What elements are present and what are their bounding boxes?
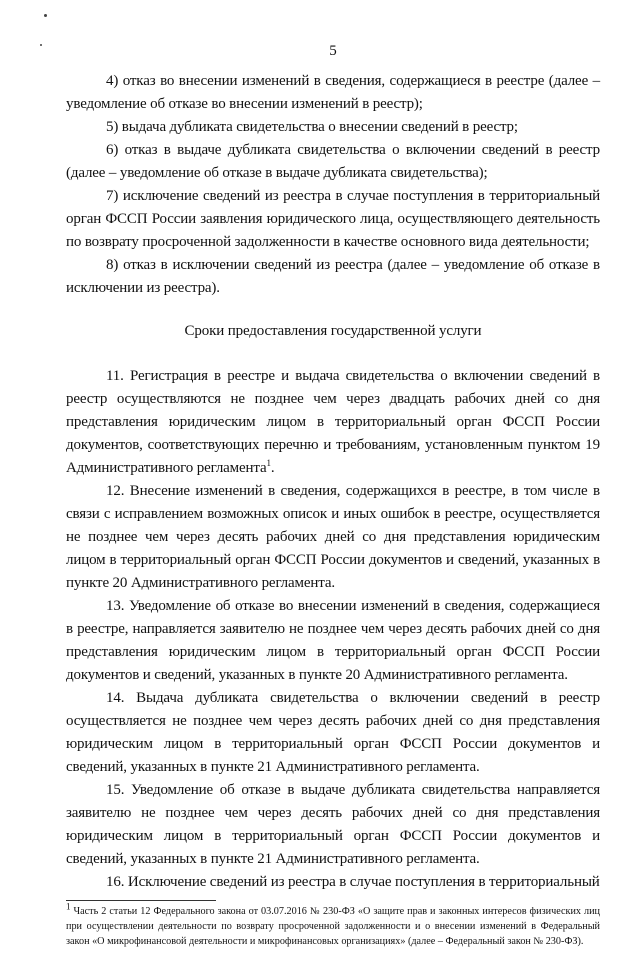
list-item-4: 4) отказ во внесении изменений в сведения, содержащиеся в реестре (далее – уведомление об отказе во внесении изменений в реестр); [66,73,600,112]
document-body [66,70,600,894]
list-item-6: 6) отказ в выдаче дубликата свидетельства о включении сведений в реестр (далее – уведомление об отказе в выдаче дубликата свидетельства); [66,142,600,181]
paragraph-12: 12. Внесение изменений в сведения, содержащихся в реестре, в том числе в связи с исправлением возможных описок и иных ошибок в реестре, осуществляется не позднее чем через десять рабочих дней со дня представления юридическим лицом в территориальный орган ФССП России документов и сведений, указанных в пункте 20 Административного регламента. [66,483,600,591]
page-number: 5 [329,43,337,59]
scan-artifact [44,14,47,17]
list-item-8: 8) отказ в исключении сведений из реестра (далее – уведомление об отказе в исключении из реестра). [66,257,600,296]
footnote-text: Часть 2 статьи 12 Федерального закона от 03.07.2016 № 230-ФЗ «О защите прав и законных интересов физических лиц при осуществлении деятельности по возврату просроченной задолженности и о внесении изменений в Федеральный закон «О микрофинансовой деятельности и микрофинансовых организациях» (далее – Федеральный закон № 230-ФЗ). [66,906,600,947]
paragraph-13: 13. Уведомление об отказе во внесении изменений в сведения, содержащиеся в реестре, направляется заявителю не позднее чем через десять рабочих дней со дня представления юридическим лицом в территориальный орган ФССП России документов и сведений, указанных в пункте 20 Административного регламента. [66,598,600,683]
paragraph-11-end: . [270,460,275,476]
list-item-7: 7) исключение сведений из реестра в случае поступления в территориальный орган ФССП России заявления юридического лица, осуществляющего деятельность по возврату просроченной задолженности в качестве основного вида деятельности; [66,188,600,250]
scan-artifact [40,44,42,46]
paragraph-11-text: 11. Регистрация в реестре и выдача свидетельства о включении сведений в реестр осуществляются не позднее чем через двадцать рабочих дней со дня представления юридическим лицом в территориальный орган ФССП России документов, соответствующих перечню и требованиям, установленным пунктом 19 Административного регламента [66,368,600,476]
paragraph-14: 14. Выдача дубликата свидетельства о включении сведений в реестр осуществляется не позднее чем через десять рабочих дней со дня представления юридическим лицом в территориальный орган ФССП России документов и сведений, указанных в пункте 21 Административного регламента. [66,690,600,775]
footnote [66,901,600,949]
paragraph-15: 15. Уведомление об отказе в выдаче дубликата свидетельства направляется заявителю не позднее чем через десять рабочих дней со дня представления юридическим лицом в территориальный орган ФССП России документов и сведений, указанных в пункте 21 Административного регламента. [66,782,600,867]
paragraph-16: 16. Исключение сведений из реестра в случае поступления в территориальный [106,874,600,890]
footnote-marker: 1 [66,901,71,912]
footnote-ref: 1 [266,458,271,468]
list-item-5: 5) выдача дубликата свидетельства о внесении сведений в реестр; [106,119,518,135]
section-heading: Сроки предоставления государственной услуги [184,323,482,339]
paragraph-11 [66,365,600,480]
footnote-divider [66,900,216,901]
